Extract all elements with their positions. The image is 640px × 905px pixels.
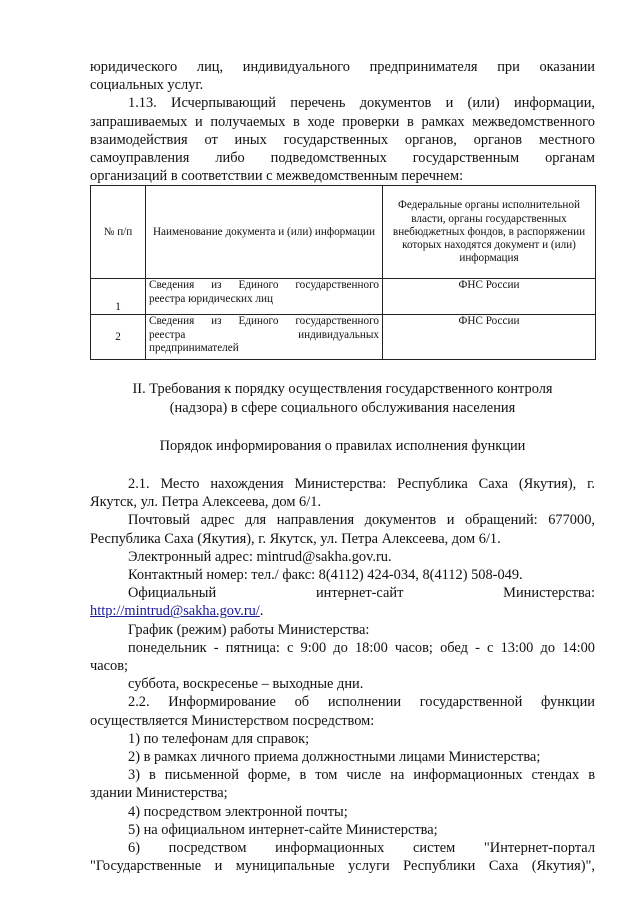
row-authority: ФНС России xyxy=(383,315,596,360)
list-item: 2) в рамках личного приема должностными лицами Министерства; xyxy=(128,749,541,766)
list-item-line: здании Министерства; xyxy=(90,785,228,802)
table-row xyxy=(91,279,596,315)
p113-line-3: взаимодействия от иных государственных органов, органов местного xyxy=(90,131,595,148)
row-document-line: реестра индивидуальных xyxy=(149,328,379,341)
row-document xyxy=(146,279,383,315)
row-number: 2 xyxy=(91,315,146,360)
p21-line-1: 2.1. Место нахождения Министерства: Республика Саха (Якутия), г. xyxy=(128,476,595,493)
header-document: Наименование документа и (или) информации xyxy=(146,186,383,279)
p21-line-2: Якутск, ул. Петра Алексеева, дом 6/1. xyxy=(90,494,322,511)
website-word: Официальный xyxy=(128,585,217,602)
schedule-weekdays-line-2: часов; xyxy=(90,658,129,675)
row-document-line: предпринимателей xyxy=(149,341,239,354)
header-authority: Федеральные органы исполнительной власти, органы государственных внебюджетных фондов, в распоряжении которых находятся документ и (или) информация xyxy=(383,186,596,279)
table-header-row xyxy=(91,186,596,279)
paragraph-2-2 xyxy=(90,693,595,729)
website-word: Министерства: xyxy=(503,585,595,602)
list-item-line: 6) посредством информационных систем "Интернет-портал xyxy=(128,840,595,857)
list-item-line: "Государственные и муниципальные услуги Республики Саха (Якутия)", xyxy=(90,858,595,875)
row-document-line: Сведения из Единого государственного xyxy=(149,315,379,328)
subsection-title: Порядок информирования о правилах исполнения функции xyxy=(159,437,526,454)
section-title-line-1: II. Требования к порядку осуществления государственного контроля xyxy=(132,381,553,398)
website-word: интернет-сайт xyxy=(315,585,404,602)
list-item xyxy=(90,839,595,875)
row-number: 1 xyxy=(91,279,146,315)
row-document-line: реестра юридических лиц xyxy=(149,292,273,305)
paragraph-1-13 xyxy=(90,94,595,185)
row-document-line: Сведения из Единого государственного xyxy=(149,279,379,292)
p113-line-1: 1.13. Исчерпывающий перечень документов и (или) информации, xyxy=(128,95,595,112)
postal-line-2: Республика Саха (Якутия), г. Якутск, ул. Петра Алексеева, дом 6/1. xyxy=(90,530,501,547)
paragraph-2-1 xyxy=(90,475,595,511)
header-number: № п/п xyxy=(91,186,146,279)
p113-line-5: организаций в соответствии с межведомственным перечнем: xyxy=(90,168,464,185)
list-item: 4) посредством электронной почты; xyxy=(128,803,348,820)
intro-line-2: социальных услуг. xyxy=(90,77,204,94)
website-line-1 xyxy=(90,584,595,602)
schedule-weekdays xyxy=(90,639,595,675)
list-item xyxy=(90,766,595,802)
row-document xyxy=(146,315,383,360)
website-paragraph xyxy=(90,584,595,620)
schedule-weekend: суббота, воскресенье – выходные дни. xyxy=(128,676,364,693)
intro-line-1: юридического лиц, индивидуального предпринимателя при оказании xyxy=(90,59,595,75)
website-link-tail: . xyxy=(259,603,264,620)
phone-line: Контактный номер: тел./ факс: 8(4112) 424-034, 8(4112) 508-049. xyxy=(128,567,523,584)
p22-line-2: осуществляется Министерством посредством: xyxy=(90,712,375,729)
row-authority: ФНС России xyxy=(383,279,596,315)
section-title-line-2: (надзора) в сфере социального обслуживания населения xyxy=(169,399,516,416)
postal-line-1: Почтовый адрес для направления документов и обращений: 677000, xyxy=(128,512,595,529)
website-link[interactable]: http://mintrud@sakha.gov.ru/ xyxy=(90,603,260,620)
list-item: 5) на официальном интернет-сайте Министерства; xyxy=(128,821,438,838)
email-line: Электронный адрес: mintrud@sakha.gov.ru. xyxy=(128,548,392,565)
p113-line-4: самоуправления либо подведомственных государственным органам xyxy=(90,150,595,167)
list-item: 1) по телефонам для справок; xyxy=(128,730,310,747)
section-title xyxy=(90,380,595,416)
schedule-weekdays-line-1: понедельник - пятница: с 9:00 до 18:00 часов; обед - с 13:00 до 14:00 xyxy=(128,639,595,656)
list-item-line: 3) в письменной форме, в том числе на информационных стендах в xyxy=(128,767,595,784)
p22-line-1: 2.2. Информирование об исполнении государственной функции xyxy=(128,694,595,711)
table-row xyxy=(91,315,596,360)
schedule-title: График (режим) работы Министерства: xyxy=(128,621,370,638)
documents-table xyxy=(90,185,596,360)
website-line-2 xyxy=(90,602,595,620)
document-page xyxy=(90,58,595,876)
postal-address xyxy=(90,511,595,547)
p113-line-2: запрашиваемых и получаемых в ходе проверки в рамках межведомственного xyxy=(90,113,595,130)
